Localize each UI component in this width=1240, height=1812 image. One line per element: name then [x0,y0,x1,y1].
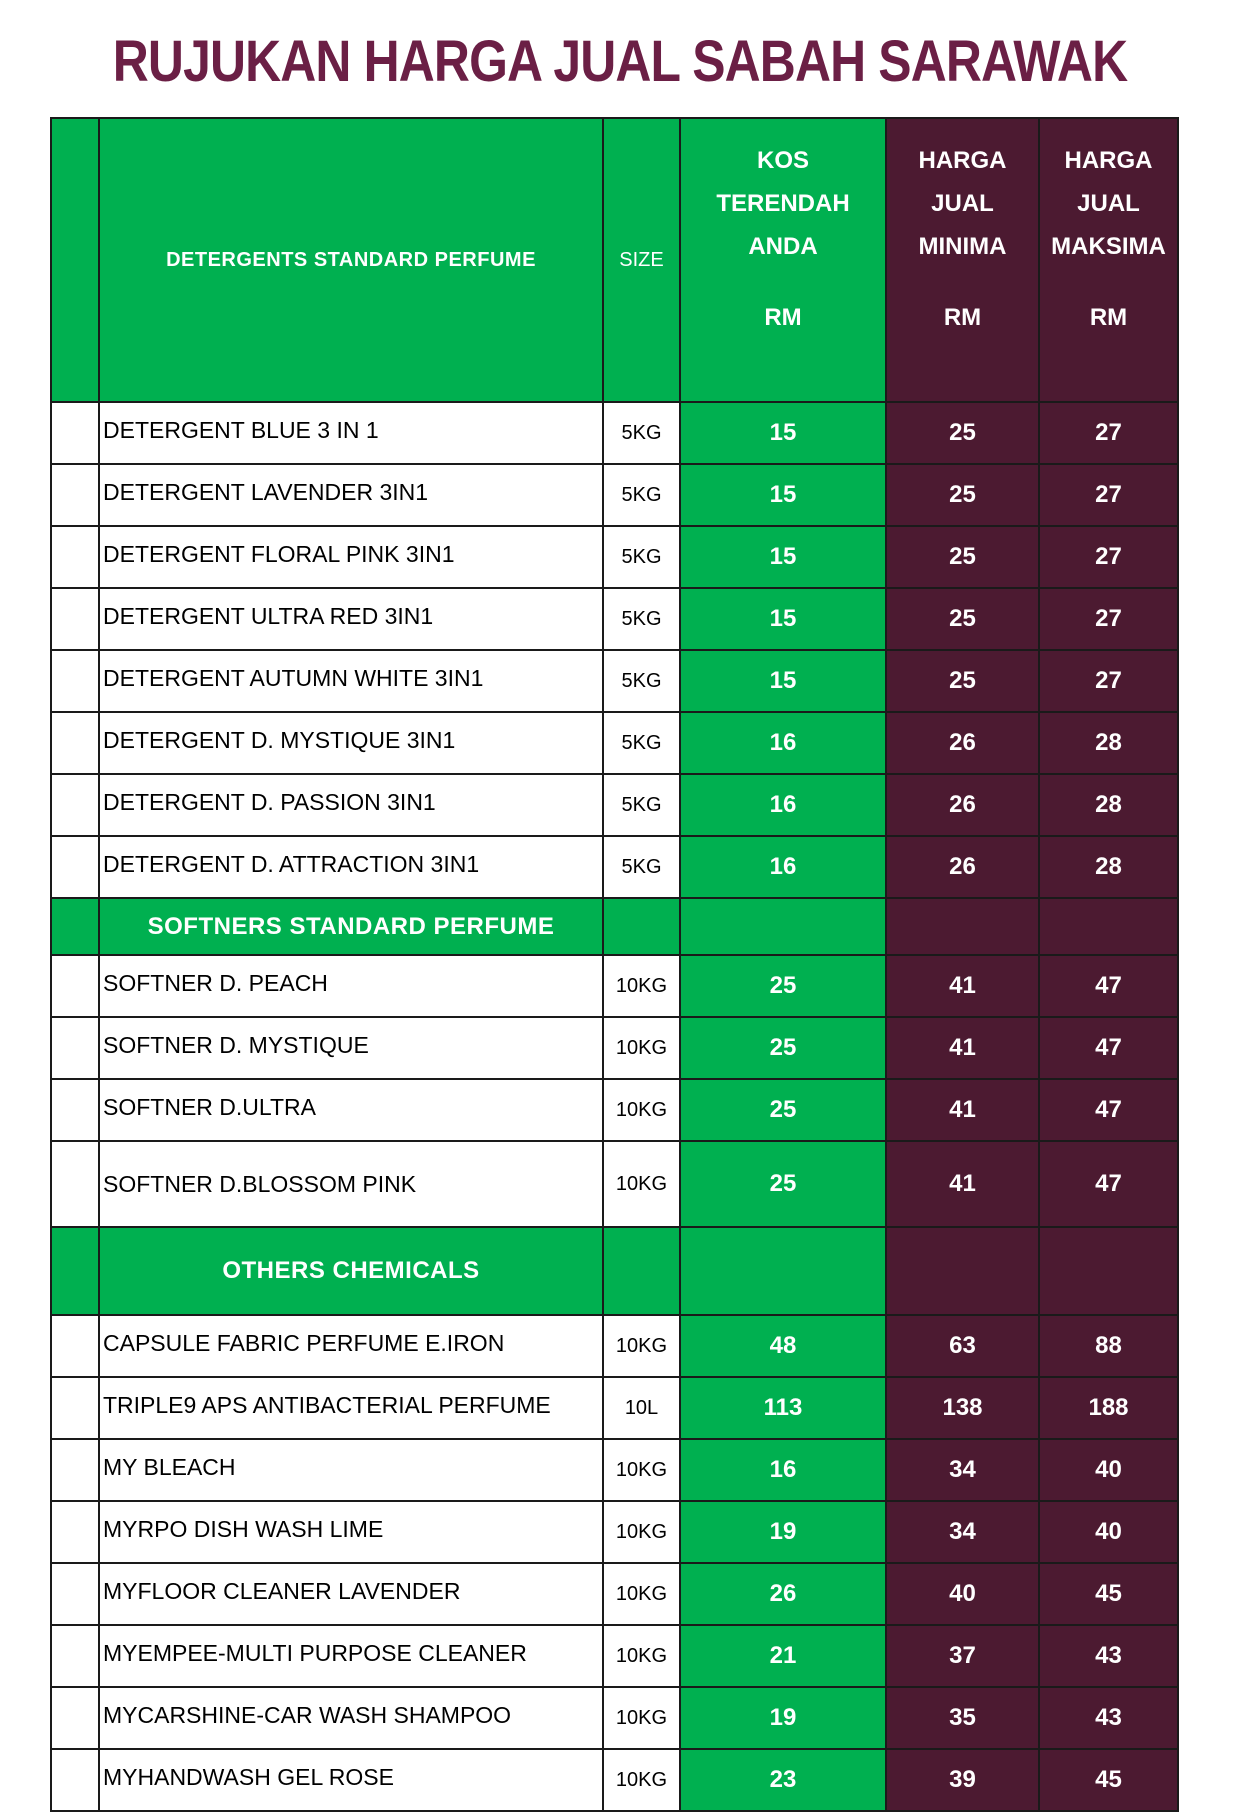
product-name: DETERGENT BLUE 3 IN 1 [99,402,603,464]
table-row [51,1501,1178,1563]
row-number [51,1625,99,1687]
harga-minima-value: 34 [886,1501,1039,1563]
table-header-row [51,118,1178,402]
product-name: DETERGENT AUTUMN WHITE 3IN1 [99,650,603,712]
product-name: MY BLEACH [99,1439,603,1501]
header-min-line: MINIMA [918,233,1007,260]
product-size: 10KG [603,1439,680,1501]
kos-terendah-value: 15 [680,402,886,464]
row-number [51,1439,99,1501]
product-name: MYHANDWASH GEL ROSE [99,1749,603,1811]
row-number [51,650,99,712]
price-table [50,117,1179,1812]
row-number [51,1315,99,1377]
row-number [51,774,99,836]
row-number [51,712,99,774]
harga-maksima-value: 88 [1039,1315,1178,1377]
product-size: 10KG [603,955,680,1017]
table-row [51,1625,1178,1687]
product-name: DETERGENT D. MYSTIQUE 3IN1 [99,712,603,774]
page-title: RUJUKAN HARGA JUAL SABAH SARAWAK [112,29,1128,94]
kos-terendah-value: 25 [680,1141,886,1227]
product-size: 10KG [603,1017,680,1079]
header-kos-line: ANDA [748,233,818,260]
harga-minima-value: 37 [886,1625,1039,1687]
harga-minima-value: 41 [886,955,1039,1017]
kos-terendah-value: 26 [680,1563,886,1625]
harga-maksima-value: 28 [1039,774,1178,836]
row-number [51,1141,99,1227]
harga-minima-value: 25 [886,464,1039,526]
header-min-unit: RM [943,304,982,331]
table-row [51,1141,1178,1227]
header-kos-line: TERENDAH [716,190,850,217]
header-kos-unit: RM [764,304,802,331]
product-size: 10KG [603,1563,680,1625]
product-size: 5KG [603,712,680,774]
harga-minima-value: 25 [886,526,1039,588]
row-number [51,526,99,588]
table-row [51,1749,1178,1811]
harga-minima-value: 34 [886,1439,1039,1501]
section-min-cell [886,898,1039,955]
kos-terendah-value: 19 [680,1501,886,1563]
row-number [51,1749,99,1811]
product-size: 5KG [603,526,680,588]
table-row [51,1563,1178,1625]
row-number [51,1563,99,1625]
table-row [51,1687,1178,1749]
table-row [51,588,1178,650]
harga-maksima-value: 27 [1039,588,1178,650]
harga-minima-value: 26 [886,712,1039,774]
row-number [51,402,99,464]
kos-terendah-value: 23 [680,1749,886,1811]
harga-maksima-value: 47 [1039,1017,1178,1079]
kos-terendah-value: 113 [680,1377,886,1439]
softners-section-label: SOFTNERS STANDARD PERFUME [99,898,603,955]
row-number [51,464,99,526]
product-size: 10KG [603,1315,680,1377]
softners-section-row [51,898,1178,955]
kos-terendah-value: 16 [680,712,886,774]
harga-maksima-value: 27 [1039,464,1178,526]
header-kos-terendah [680,118,886,402]
product-size: 10KG [603,1687,680,1749]
product-size: 5KG [603,836,680,898]
table-row [51,464,1178,526]
table-row [51,1315,1178,1377]
kos-terendah-value: 15 [680,650,886,712]
kos-terendah-value: 16 [680,774,886,836]
header-size: SIZE [603,118,680,402]
section-number-cell [51,1227,99,1315]
kos-terendah-value: 19 [680,1687,886,1749]
product-size: 10L [603,1377,680,1439]
table-row [51,955,1178,1017]
harga-maksima-value: 45 [1039,1749,1178,1811]
product-size: 5KG [603,464,680,526]
product-name: MYRPO DISH WASH LIME [99,1501,603,1563]
harga-maksima-value: 43 [1039,1687,1178,1749]
header-max-line: JUAL [1077,190,1140,217]
harga-maksima-value: 47 [1039,1141,1178,1227]
header-min-line: JUAL [931,190,994,217]
product-name: SOFTNER D. MYSTIQUE [99,1017,603,1079]
header-harga-maksima [1039,118,1178,402]
row-number [51,1017,99,1079]
table-row [51,1377,1178,1439]
product-size: 10KG [603,1141,680,1227]
product-name: CAPSULE FABRIC PERFUME E.IRON [99,1315,603,1377]
product-size: 10KG [603,1501,680,1563]
header-min-line: HARGA [918,147,1007,174]
harga-minima-value: 25 [886,402,1039,464]
product-size: 10KG [603,1079,680,1141]
row-number [51,1687,99,1749]
product-name: SOFTNER D.ULTRA [99,1079,603,1141]
harga-minima-value: 41 [886,1079,1039,1141]
header-harga-minima [886,118,1039,402]
product-size: 10KG [603,1749,680,1811]
product-name: SOFTNER D. PEACH [99,955,603,1017]
others-section-label: OTHERS CHEMICALS [99,1227,603,1315]
harga-minima-value: 138 [886,1377,1039,1439]
table-row [51,650,1178,712]
kos-terendah-value: 15 [680,588,886,650]
harga-maksima-value: 45 [1039,1563,1178,1625]
product-name: TRIPLE9 APS ANTIBACTERIAL PERFUME [99,1377,603,1439]
header-max-line: HARGA [1064,147,1153,174]
harga-maksima-value: 188 [1039,1377,1178,1439]
kos-terendah-value: 25 [680,1079,886,1141]
product-size: 10KG [603,1625,680,1687]
section-number-cell [51,898,99,955]
section-size-cell [603,898,680,955]
kos-terendah-value: 15 [680,526,886,588]
harga-minima-value: 39 [886,1749,1039,1811]
table-row [51,774,1178,836]
table-row [51,526,1178,588]
product-name: DETERGENT ULTRA RED 3IN1 [99,588,603,650]
product-name: MYFLOOR CLEANER LAVENDER [99,1563,603,1625]
header-kos-line: KOS [756,147,809,174]
harga-maksima-value: 27 [1039,650,1178,712]
kos-terendah-value: 15 [680,464,886,526]
harga-maksima-value: 28 [1039,836,1178,898]
harga-maksima-value: 47 [1039,1079,1178,1141]
others-section-row [51,1227,1178,1315]
table-row [51,712,1178,774]
header-max-unit: RM [1089,304,1128,331]
harga-minima-value: 41 [886,1141,1039,1227]
harga-maksima-value: 27 [1039,402,1178,464]
harga-minima-value: 41 [886,1017,1039,1079]
harga-maksima-value: 47 [1039,955,1178,1017]
section-kos-cell [680,1227,886,1315]
product-name: DETERGENT FLORAL PINK 3IN1 [99,526,603,588]
product-name: DETERGENT D. ATTRACTION 3IN1 [99,836,603,898]
row-number [51,1377,99,1439]
row-number [51,1079,99,1141]
harga-minima-value: 25 [886,588,1039,650]
section-min-cell [886,1227,1039,1315]
product-name: SOFTNER D.BLOSSOM PINK [99,1141,603,1227]
kos-terendah-value: 25 [680,955,886,1017]
header-number-cell [51,118,99,402]
harga-minima-value: 26 [886,774,1039,836]
harga-maksima-value: 40 [1039,1439,1178,1501]
product-size: 5KG [603,588,680,650]
kos-terendah-value: 16 [680,836,886,898]
harga-minima-value: 35 [886,1687,1039,1749]
product-name: MYEMPEE-MULTI PURPOSE CLEANER [99,1625,603,1687]
table-row [51,1017,1178,1079]
row-number [51,836,99,898]
kos-terendah-value: 25 [680,1017,886,1079]
section-max-cell [1039,898,1178,955]
harga-minima-value: 40 [886,1563,1039,1625]
row-number [51,955,99,1017]
row-number [51,588,99,650]
section-size-cell [603,1227,680,1315]
product-size: 5KG [603,650,680,712]
harga-minima-value: 63 [886,1315,1039,1377]
kos-terendah-value: 16 [680,1439,886,1501]
header-product-name: DETERGENTS STANDARD PERFUME [99,118,603,402]
section-kos-cell [680,898,886,955]
harga-maksima-value: 27 [1039,526,1178,588]
table-row [51,836,1178,898]
harga-maksima-value: 40 [1039,1501,1178,1563]
table-row [51,402,1178,464]
product-name: DETERGENT D. PASSION 3IN1 [99,774,603,836]
product-size: 5KG [603,774,680,836]
harga-maksima-value: 28 [1039,712,1178,774]
product-size: 5KG [603,402,680,464]
header-max-line: MAKSIMA [1051,233,1166,260]
section-max-cell [1039,1227,1178,1315]
table-row [51,1079,1178,1141]
product-name: DETERGENT LAVENDER 3IN1 [99,464,603,526]
product-name: MYCARSHINE-CAR WASH SHAMPOO [99,1687,603,1749]
kos-terendah-value: 21 [680,1625,886,1687]
harga-minima-value: 26 [886,836,1039,898]
table-row [51,1439,1178,1501]
harga-minima-value: 25 [886,650,1039,712]
harga-maksima-value: 43 [1039,1625,1178,1687]
row-number [51,1501,99,1563]
kos-terendah-value: 48 [680,1315,886,1377]
